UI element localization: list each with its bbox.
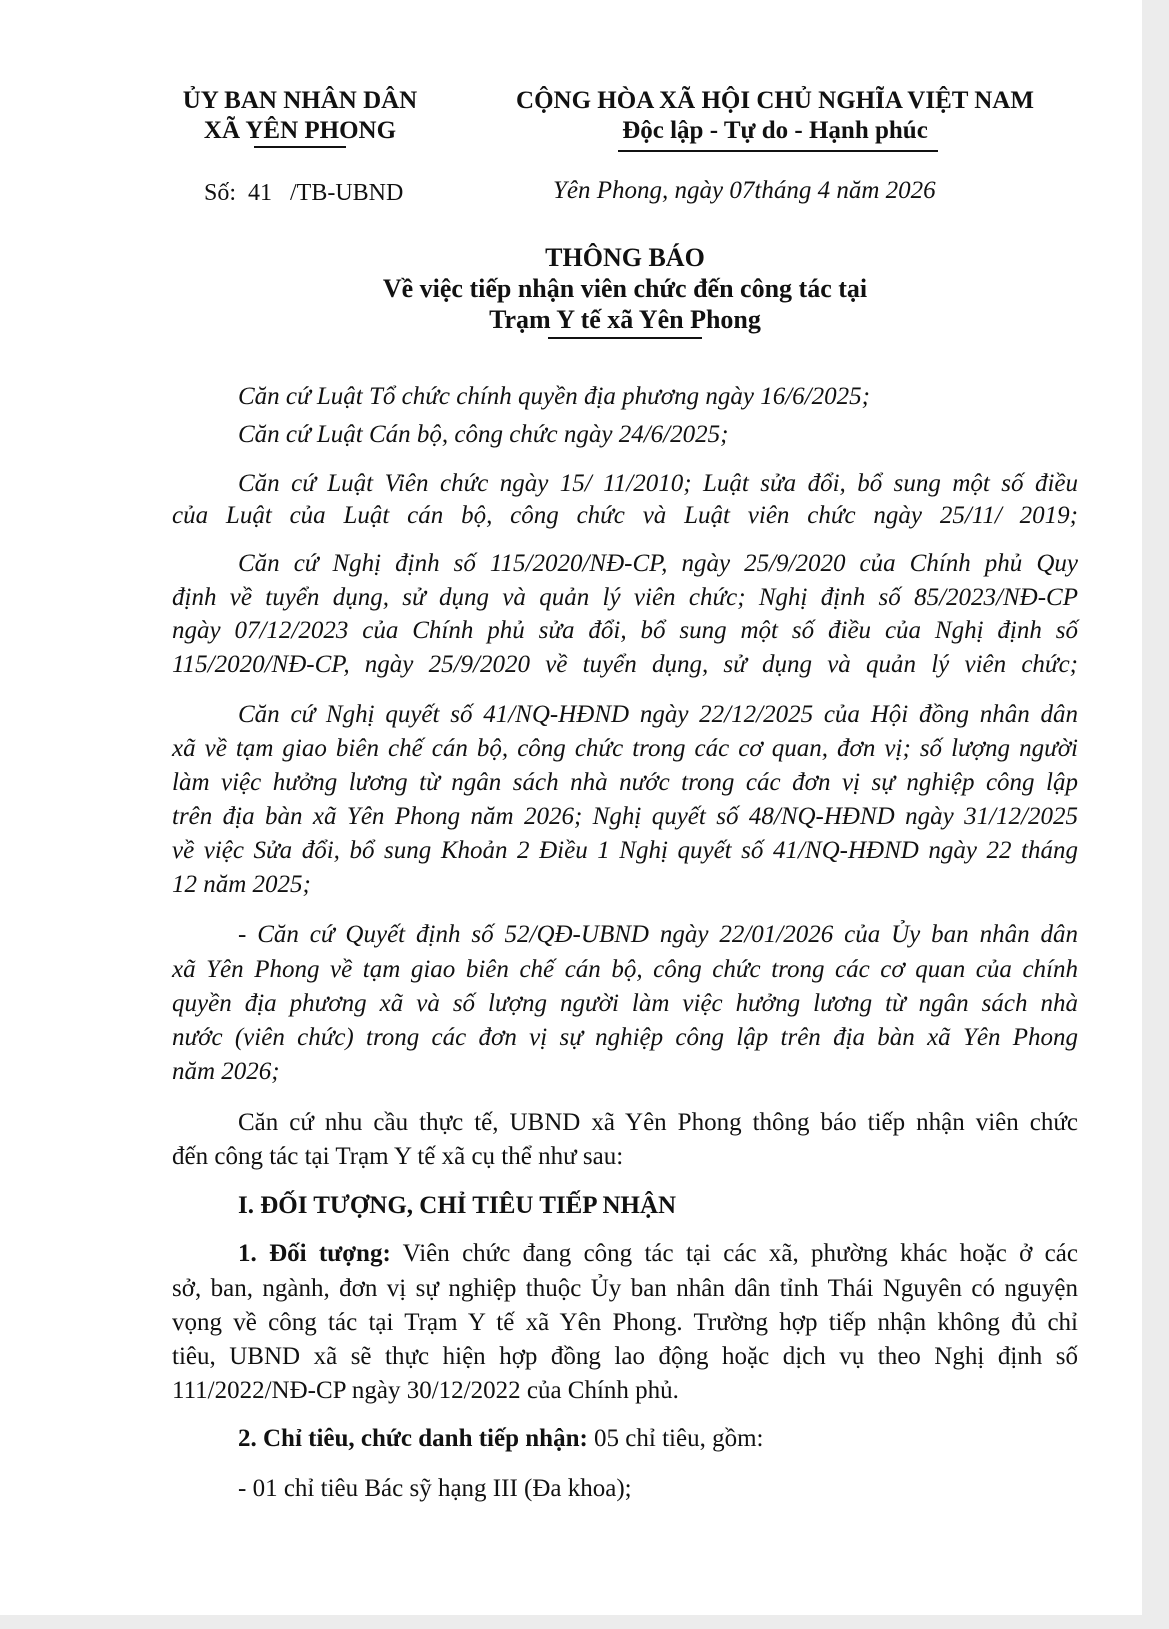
basis-line: trên địa bàn xã Yên Phong năm 2026; Nghị quyết số 48/NQ-HĐND ngày 31/12/2025 (172, 803, 1078, 830)
date-day: 07 (729, 177, 755, 204)
basis-line: nước (viên chức) trong các đơn vị sự nghiệp công lập trên địa bàn xã Yên Phong (172, 1024, 1078, 1051)
basis-line: của Luật của Luật cán bộ, công chức và Luật viên chức ngày 25/11/ 2019; (172, 502, 1078, 529)
nation-line2: Độc lập - Tự do - Hạnh phúc (622, 117, 928, 144)
item1-line: tiêu, UBND xã sẽ thực hiện hợp đồng lao động hoặc dịch vụ theo Nghị định số (172, 1343, 1078, 1370)
agency-name (150, 86, 450, 146)
basis-line: năm 2026; (172, 1058, 280, 1085)
basis-line: Căn cứ Nghị quyết số 41/NQ-HĐND ngày 22/12/2025 của Hội đồng nhân dân (238, 701, 1078, 728)
basis-line: làm việc hưởng lương từ ngân sách nhà nước trong các đơn vị sự nghiệp công lập (172, 769, 1078, 796)
basis-line: Căn cứ Luật Tổ chức chính quyền địa phương ngày 16/6/2025; (238, 383, 870, 410)
item2-bullet: - 01 chỉ tiêu Bác sỹ hạng III (Đa khoa); (238, 1475, 632, 1502)
title-line2: Về việc tiếp nhận viên chức đến công tác tại (382, 274, 868, 303)
item2-label: 2. Chỉ tiêu, chức danh tiếp nhận: (238, 1425, 588, 1452)
basis-line: Căn cứ Luật Viên chức ngày 15/ 11/2010; Luật sửa đổi, bổ sung một số điều (238, 470, 1078, 497)
basis-line: định về tuyển dụng, sử dụng và quản lý viên chức; Nghị định số 85/2023/NĐ-CP (172, 584, 1078, 611)
basis-line: Căn cứ Luật Cán bộ, công chức ngày 24/6/2025; (238, 421, 729, 448)
document-number (204, 178, 403, 208)
document-title (172, 242, 1078, 335)
intro-line: đến công tác tại Trạm Y tế xã cụ thể như sau: (172, 1143, 624, 1170)
item1-line: sở, ban, ngành, đơn vị sự nghiệp thuộc Ủy ban nhân dân tỉnh Thái Nguyên có nguyện (172, 1275, 1078, 1302)
item1-line (238, 1237, 1078, 1271)
item2-line (238, 1422, 1078, 1456)
item2-text: 05 chỉ tiêu, gồm: (594, 1425, 764, 1452)
item1-text: Viên chức đang công tác tại các xã, phường khác hoặc ở các (402, 1240, 1078, 1267)
number-value: 41 (248, 180, 273, 206)
basis-line: Căn cứ Nghị định số 115/2020/NĐ-CP, ngày 25/9/2020 của Chính phủ Quy (238, 550, 1078, 577)
motto-underline (618, 150, 938, 152)
intro-line: Căn cứ nhu cầu thực tế, UBND xã Yên Phong thông báo tiếp nhận viên chức (238, 1109, 1078, 1136)
agency-underline (254, 146, 346, 148)
basis-line: 12 năm 2025; (172, 871, 311, 898)
basis-line: - Căn cứ Quyết định số 52/QĐ-UBND ngày 22/01/2026 của Ủy ban nhân dân (238, 921, 1078, 948)
title-line1: THÔNG BÁO (545, 243, 705, 272)
nation-line1: CỘNG HÒA XÃ HỘI CHỦ NGHĨA VIỆT NAM (516, 87, 1034, 114)
basis-line: ngày 07/12/2023 của Chính phủ sửa đổi, bổ sung một số điều của Nghị định số (172, 617, 1078, 644)
agency-line1: ỦY BAN NHÂN DÂN (182, 87, 418, 114)
basis-line: quyền địa phương xã và số lượng người làm việc hưởng lương từ ngân sách nhà (172, 990, 1078, 1017)
basis-line: xã Yên Phong về tạm giao biên chế cán bộ, công chức trong các cơ quan của chính (172, 956, 1078, 983)
document-date (553, 176, 936, 206)
date-rest: tháng 4 năm 2026 (754, 177, 936, 204)
basis-line: 115/2020/NĐ-CP, ngày 25/9/2020 về tuyển dụng, sử dụng và quản lý viên chức; (172, 651, 1078, 678)
number-label: Số: (204, 180, 237, 206)
section-heading: I. ĐỐI TƯỢNG, CHỈ TIÊU TIẾP NHẬN (238, 1192, 677, 1219)
basis-line: xã về tạm giao biên chế cán bộ, công chức trong các cơ quan, đơn vị; số lượng người (172, 735, 1078, 762)
basis-line: về việc Sửa đổi, bổ sung Khoản 2 Điều 1 Nghị quyết số 41/NQ-HĐND ngày 22 tháng (172, 837, 1078, 864)
agency-line2: XÃ YÊN PHONG (203, 117, 397, 144)
item1-line: vọng về công tác tại Trạm Y tế xã Yên Phong. Trường hợp tiếp nhận không đủ chỉ (172, 1309, 1078, 1336)
number-suffix: /TB-UBND (290, 180, 404, 206)
national-motto (470, 86, 1080, 146)
date-place: Yên Phong, ngày (553, 177, 724, 204)
title-underline (548, 337, 702, 339)
title-line3: Trạm Y tế xã Yên Phong (489, 305, 761, 334)
item1-line: 111/2022/NĐ-CP ngày 30/12/2022 của Chính phủ. (172, 1377, 679, 1404)
item1-label: 1. Đối tượng: (238, 1240, 391, 1267)
